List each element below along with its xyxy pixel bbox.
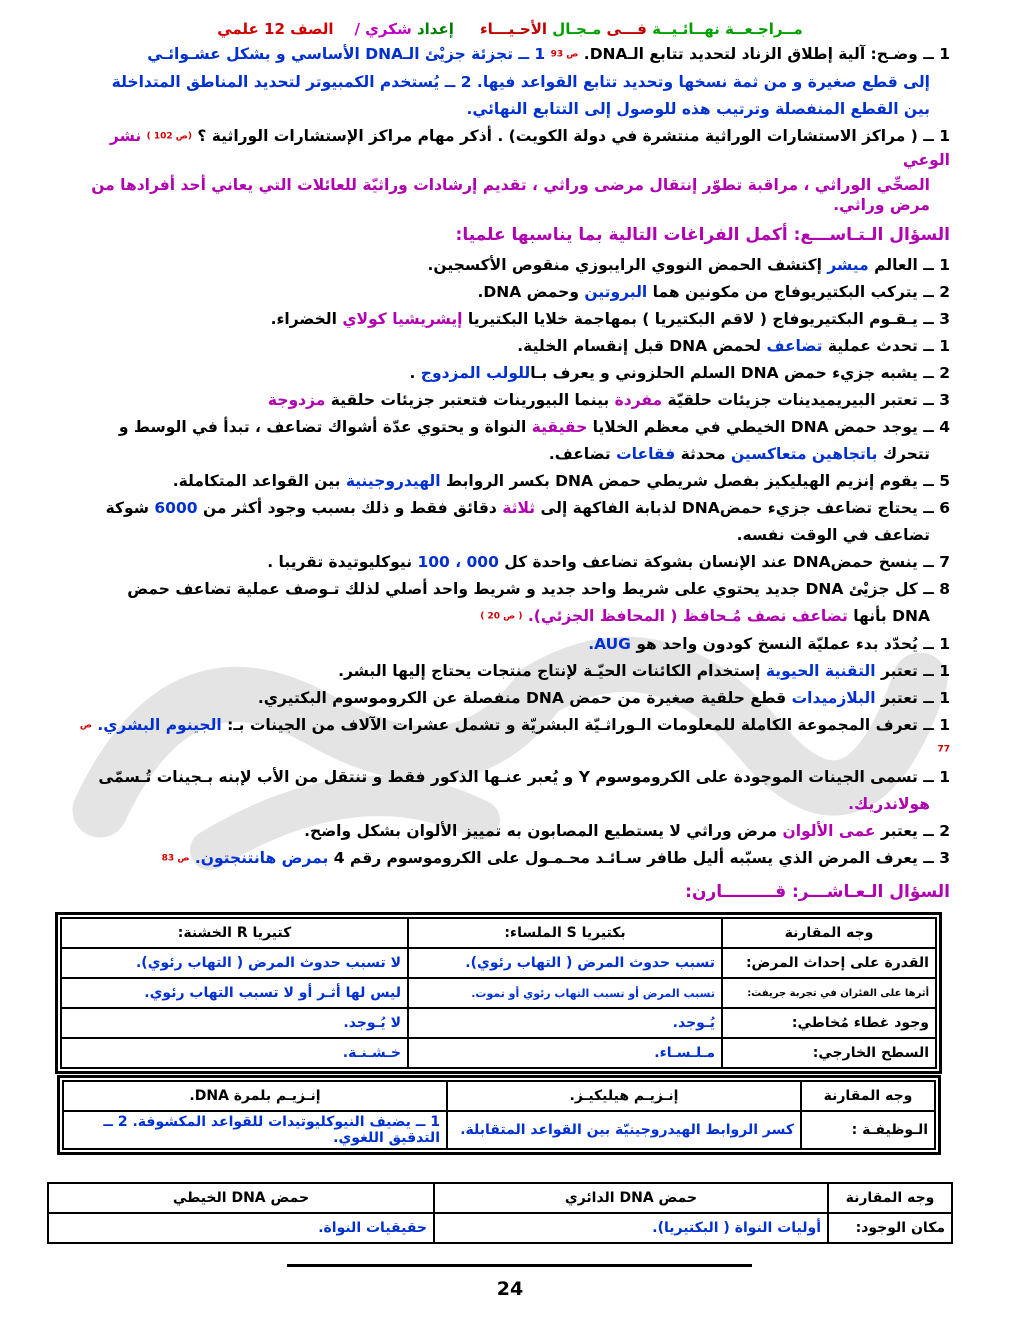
- header-field: مـجـال: [552, 20, 602, 38]
- answer: تضاعف: [766, 337, 823, 355]
- fill-item: [65, 659, 950, 683]
- fill-item: [65, 388, 950, 412]
- table-header: بكتيريا S الملساء:: [408, 918, 722, 948]
- text: تتحرك: [882, 445, 930, 463]
- text: نيوكليوتيدة تقريبا .: [267, 553, 413, 571]
- text: الخضراء.: [270, 310, 337, 328]
- text: 1 ــ تعتبر: [880, 688, 950, 707]
- answer: 6000: [154, 499, 198, 517]
- answer: ثلاثة: [502, 499, 536, 517]
- table-cell: مكان الوجود:: [828, 1213, 952, 1243]
- text: إكتشف الحمض النووي الرايبوزي منقوص الأكسجين.: [427, 256, 822, 274]
- text: لحمض DNA قبل إنقسام الخلية.: [517, 337, 762, 355]
- text: بينما البيورينات فتعتبر جزيئات حلقية: [330, 391, 610, 409]
- text: 6 ــ يحتاج تضاعف جزيء حمضDNA لذبابة الفاكهة إلى: [540, 499, 950, 517]
- answer: تضاعف نصف مُـحافظ ( المحافظ الجزئي).: [527, 607, 848, 625]
- text: دقائق فقط و ذلك بسبب وجود أكثر من: [202, 499, 497, 517]
- table-cell: 1 ــ يضيف النيوكليوتيدات للقواعد المكشوفة. 2 ــ التدقيق اللغوي.: [63, 1111, 447, 1149]
- table-cell: خـشـنـة.: [61, 1038, 408, 1068]
- text: DNA بأنها: [853, 607, 930, 625]
- answer-line: إلى قطع صغيرة و من ثمة نسخها وتحديد تتابع القواعد فيها. 2 ــ يُستخدم الكمبيوتر لتحديد المناطق المتداخلة: [111, 72, 930, 91]
- answer: مزدوجة: [267, 391, 326, 409]
- page-ref: ( ص 20 ): [480, 611, 523, 622]
- page-ref: ص 93: [550, 49, 579, 60]
- table-header: كتيريا R الخشنة:: [61, 918, 408, 948]
- header-grade: الصف 12 علمي: [217, 20, 334, 38]
- answer: حقيقية: [531, 418, 588, 436]
- fill-item: [65, 415, 950, 439]
- answer: التقنية الحيوية: [765, 661, 876, 680]
- fill-item: [65, 846, 950, 871]
- comparison-table-bacteria: [60, 917, 937, 1069]
- table-cell: أوليات النواة ( البكتيريا).: [434, 1213, 828, 1243]
- table-cell: ليس لها أثـر أو لا تسبب التهاب رئوي.: [61, 978, 408, 1008]
- main-content: [65, 42, 950, 910]
- answer: للولب المزدوج: [420, 364, 531, 382]
- header-author: شكري /: [354, 20, 412, 38]
- comparison-table-dna: [47, 1182, 953, 1244]
- footer-divider: [287, 1264, 752, 1267]
- text: قطع حلقية صغيرة من حمض DNA منفصلة عن الكروموسوم البكتيري.: [257, 688, 787, 707]
- fill-item: [65, 469, 950, 493]
- text: بين القواعد المتكاملة.: [172, 472, 341, 490]
- fill-item-cont: [65, 604, 950, 629]
- text: 1 ــ يُحدّد بدء عمليّة النسخ كودون واحد هو: [636, 634, 950, 653]
- header-in: فـــى: [606, 20, 647, 38]
- text: تضاعف.: [548, 445, 611, 463]
- table-cell: حقيقيات النواة.: [48, 1213, 434, 1243]
- text: 1 ــ تعرف المجموعة الكاملة للمعلومات الـوراثـيّة البشريّة و تشمل عشرات الآلاف من الجينات بـ:: [227, 715, 950, 734]
- answer: إيشريشيا كولاي: [342, 310, 463, 328]
- table-cell: يُـوجد.: [408, 1008, 722, 1038]
- answer: فقاعات: [616, 445, 676, 463]
- table-cell: السطح الخارجي:: [722, 1038, 936, 1068]
- table-cell: لا يُـوجد.: [61, 1008, 408, 1038]
- answer: AUG.: [588, 634, 631, 653]
- answer: الهيدروجينية: [345, 472, 441, 490]
- text: 1 ــ ( مراكز الاستشارات الوراثية منتشرة في دولة الكويت) . أذكر مهام مراكز الإستشارات الوراثية ؟: [197, 126, 950, 145]
- page-ref: (ص 102 ): [146, 131, 192, 141]
- answer: عمى الألوان: [782, 821, 876, 840]
- fill-item: [65, 280, 950, 304]
- table-cell: مـلـسـاء.: [408, 1038, 722, 1068]
- header-biology: الأحـيـــاء: [479, 20, 548, 38]
- table-header: إنـزيـم هيليكيـز.: [447, 1081, 801, 1111]
- text: 1 ــ وضـح: آلية إطلاق الزناد لتحديد تتابع الـDNA.: [583, 45, 950, 63]
- page-number: 24: [496, 1278, 524, 1300]
- fill-item: [65, 550, 950, 574]
- text: محدثة: [680, 445, 726, 463]
- page-header: [0, 20, 1020, 38]
- fill-item: [65, 686, 950, 710]
- answer: الجينوم البشري.: [97, 715, 222, 734]
- text: شوكة: [105, 499, 149, 517]
- text: 7 ــ ينسخ حمضDNA عند الإنسان بشوكة تضاعف واحدة كل: [504, 553, 950, 571]
- fill-item: [65, 253, 950, 277]
- fill-item: [65, 713, 950, 762]
- fill-item: [65, 334, 950, 358]
- text: 2 ــ يشبه جزيء حمض DNA السلم الحلزوني و يعرف بـا: [530, 364, 950, 382]
- text: 4 ــ يوجد حمض DNA الخيطي في معظم الخلايا: [592, 418, 950, 436]
- fill-item: [65, 307, 950, 331]
- text: النواة و يحتوي عدّة أشواك تضاعف ، تبدأ في الوسط و: [118, 418, 527, 436]
- header-review: مــراجـعــة نهــائـيــة: [652, 20, 803, 38]
- table-header: وجه المقارنة: [801, 1081, 935, 1111]
- text: مرض وراثي لا يستطيع المصابون به تمييز الألوان بشكل واضح.: [304, 821, 778, 840]
- question-10-title: السؤال الـعـاشـــر: قـــــــــارن:: [685, 882, 950, 902]
- comparison-table-enzymes: [62, 1080, 936, 1150]
- table-cell: الـوظيفـة :: [801, 1111, 935, 1149]
- fill-item: 8 ــ كل جزيْئ DNA جديد يحتوي على شريط واحد جديد و شريط واحد أصلي لذلك تـوصف عملية تضاعف حمض: [127, 580, 950, 598]
- text: 1 ــ تعتبر: [880, 661, 950, 680]
- table-header: إنـزيـم بلمرة DNA.: [63, 1081, 447, 1111]
- text: 2 ــ يتركب البكتيريوفاج من مكونين هما: [652, 283, 950, 301]
- text: 3 ــ يعرف المرض الذي يسبّبه أليل طافر سـائـد محـمـول على الكروموسوم رقم 4: [333, 848, 950, 867]
- header-prepared: إعداد: [416, 20, 454, 38]
- table-cell: القدرة على إحداث المرض:: [722, 948, 936, 978]
- answer-line: هولاندريك.: [848, 794, 930, 813]
- fill-item: 2 ــ يشبه جزيء حمض DNA السلم الحلزوني و يعرف بـاللولب المزدوج .: [409, 364, 950, 382]
- fill-item: 1 ــ تسمى الجينات الموجودة على الكروموسوم Y و يُعبر عنـها الذكور فقط و تنتقل من الأب لإبنه بـجينات تُـسمّى: [98, 767, 950, 786]
- table-header: وجه المقارنة: [828, 1183, 952, 1213]
- text: 5 ــ يقوم إنزيم الهيليكيز بفصل شريطي حمض DNA بكسر الروابط: [445, 472, 950, 490]
- text: 1 ــ تحدث عملية: [827, 337, 950, 355]
- answer: البلازميدات: [791, 688, 876, 707]
- text: 3 ــ يـقـوم البكتيريوفاج ( لاقم البكتيريا ) بمهاجمة خلايا البكتيريا: [467, 310, 950, 328]
- explain-line: [65, 42, 950, 67]
- text: 3 ــ تعتبر البيريميدينات جزيئات حلقيّة: [667, 391, 950, 409]
- counseling-line: [65, 124, 950, 173]
- text: إستخدام الكائنات الحيّـة لإنتاج منتجات يحتاج إليها البشر.: [338, 661, 761, 680]
- fill-item-cont: تضاعف في الوقت نفسه.: [736, 526, 930, 544]
- table-header: وجه المقارنة: [722, 918, 936, 948]
- table-cell: كسر الروابط الهيدروجينيّة بين القواعد المتقابلة.: [447, 1111, 801, 1149]
- page-ref: ص 77: [79, 720, 950, 755]
- table-header: حمض DNA الدائري: [434, 1183, 828, 1213]
- text: وحمض DNA.: [477, 283, 579, 301]
- question-9-title: السؤال الـتـاســـع: أكمل الفراغات التالية بما يناسبها علميا:: [455, 225, 950, 245]
- fill-item: [65, 632, 950, 656]
- answer: بمرض هانتنجتون.: [194, 848, 329, 867]
- answer: نشر الوعي: [109, 126, 950, 169]
- page-ref: ص 83: [161, 853, 190, 863]
- answer: 000 ، 100: [417, 553, 499, 571]
- answer-line: بين القطع المنفصلة وترتيب هذه للوصول إلى التتابع النهائي.: [466, 99, 930, 118]
- answer: 1 ــ تجزئة جزيْئ الـDNA الأساسي و بشكل عشـوائـي: [147, 45, 546, 63]
- table-cell: تسبب حدوث المرض ( التهاب رئوي).: [408, 948, 722, 978]
- table-cell: وجود غطاء مُخاطي:: [722, 1008, 936, 1038]
- fill-item-cont: [65, 442, 950, 466]
- table-cell: أثرها على الفئران في تجربة جريفث:: [722, 978, 936, 1008]
- fill-item: [65, 819, 950, 843]
- answer: باتجاهين متعاكسين: [730, 445, 878, 463]
- answer-line: الصحِّي الوراثي ، مراقبة تطوّر إنتقال مرضى وراثي ، تقديم إرشادات وراثيّة للعائلات التي يعاني أحد أفرادها من مرض وراثي.: [91, 176, 930, 214]
- table-cell: تسبب المرض أو تسبب التهاب رئوي أو تموت.: [408, 978, 722, 1008]
- answer: مفردة: [614, 391, 663, 409]
- fill-item: [65, 496, 950, 520]
- table-cell: لا تسبب حدوث المرض ( التهاب رئوي).: [61, 948, 408, 978]
- text: 1 ــ العالم: [874, 256, 950, 274]
- table-header: حمض DNA الخيطي: [48, 1183, 434, 1213]
- text: 2 ــ يعتبر: [880, 821, 950, 840]
- answer: البروتين: [584, 283, 648, 301]
- answer: ميشر: [827, 256, 869, 274]
